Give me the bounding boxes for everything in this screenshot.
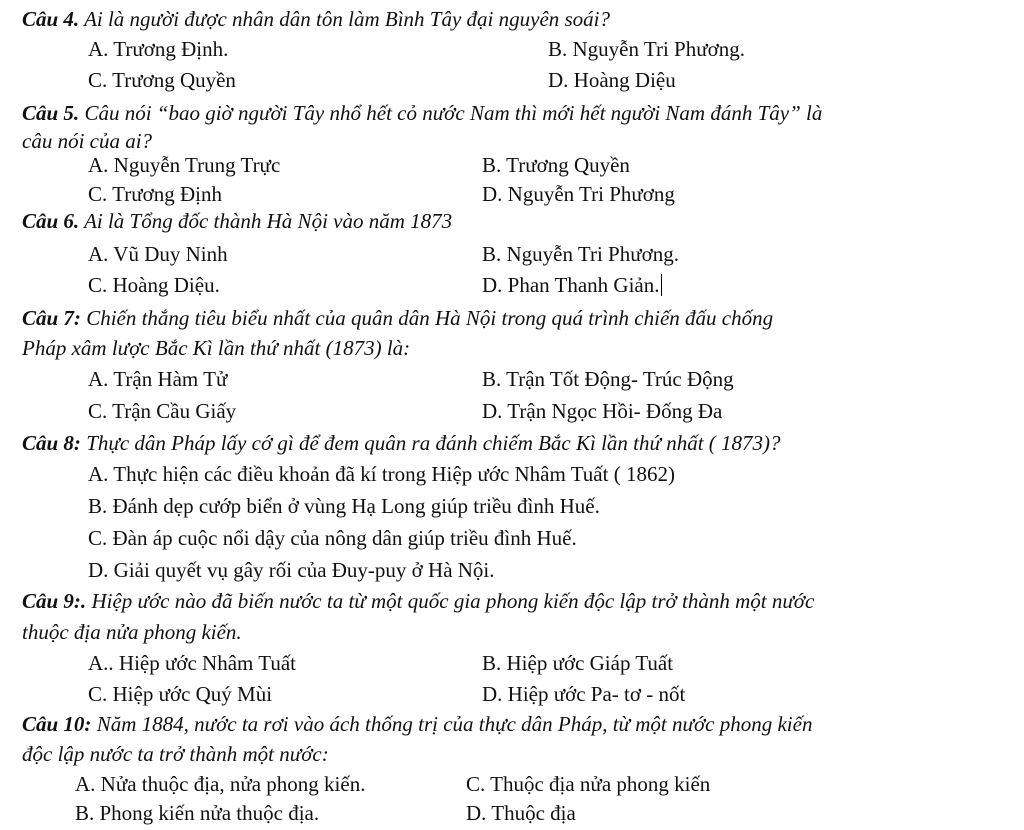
question-9-text: Hiệp ước nào đã biến nước ta từ một quốc gia phong kiến độc lập trở thành một nước <box>91 589 815 613</box>
q6-option-d-text: D. Phan Thanh Giản. <box>482 273 660 297</box>
q4-option-b: B. Nguyễn Tri Phương. <box>548 37 745 61</box>
question-4 <box>22 4 1007 34</box>
q4-option-a: A. Trương Định. <box>88 37 229 61</box>
question-7 <box>22 303 1007 333</box>
question-10 <box>22 709 1007 739</box>
question-4-number: Câu 4. <box>22 7 80 31</box>
q9-option-b: B. Hiệp ước Giáp Tuất <box>482 651 674 675</box>
q10-option-b: B. Phong kiến nửa thuộc địa. <box>75 801 320 825</box>
q6-option-a: A. Vũ Duy Ninh <box>88 242 228 266</box>
q10-option-c: C. Thuộc địa nửa phong kiến <box>466 772 711 796</box>
question-6-number: Câu 6. <box>22 209 80 233</box>
question-10-number: Câu 10: <box>22 712 92 736</box>
question-6 <box>22 206 1007 236</box>
question-10-line2: độc lập nước ta trở thành một nước: <box>22 742 329 766</box>
q7-option-d: D. Trận Ngọc Hồi- Đống Đa <box>482 399 723 423</box>
question-5 <box>22 98 1007 128</box>
q9-option-c: C. Hiệp ước Quý Mùi <box>88 682 273 706</box>
q9-option-a: A.. Hiệp ước Nhâm Tuất <box>88 651 296 675</box>
q5-option-b: B. Trương Quyền <box>482 153 630 177</box>
question-5-line2: câu nói của ai? <box>22 129 153 153</box>
question-6-text: Ai là Tổng đốc thành Hà Nội vào năm 1873 <box>84 209 453 233</box>
q8-option-d: D. Giải quyết vụ gây rối của Đuy-puy ở Hà Nội. <box>88 558 495 582</box>
q5-option-d: D. Nguyễn Tri Phương <box>482 182 675 206</box>
question-8-text: Thực dân Pháp lấy cớ gì để đem quân ra đánh chiếm Bắc Kì lần thứ nhất ( 1873)? <box>86 431 781 455</box>
question-8-number: Câu 8: <box>22 431 81 455</box>
q10-option-d: D. Thuộc địa <box>466 801 576 825</box>
q4-option-c: C. Trương Quyền <box>88 68 236 92</box>
q5-option-c: C. Trương Định <box>88 182 222 206</box>
q7-option-b: B. Trận Tốt Động- Trúc Động <box>482 367 734 391</box>
question-8 <box>22 428 1007 458</box>
q10-option-a: A. Nửa thuộc địa, nửa phong kiến. <box>75 772 366 796</box>
q5-option-a: A. Nguyễn Trung Trực <box>88 153 281 177</box>
question-7-line2: Pháp xâm lược Bắc Kì lần thứ nhất (1873) là: <box>22 336 411 360</box>
q6-option-d <box>482 271 662 299</box>
q6-option-c: C. Hoàng Diệu. <box>88 273 220 297</box>
q8-option-b: B. Đánh dẹp cướp biển ở vùng Hạ Long giúp triều đình Huế. <box>88 494 600 518</box>
q7-option-c: C. Trận Cầu Giấy <box>88 399 237 423</box>
q4-option-d: D. Hoàng Diệu <box>548 68 676 92</box>
question-5-number: Câu 5. <box>22 101 80 125</box>
question-9 <box>22 586 1007 616</box>
question-7-number: Câu 7: <box>22 306 81 330</box>
q9-option-d: D. Hiệp ước Pa- tơ - nốt <box>482 682 686 706</box>
question-9-number: Câu 9:. <box>22 589 87 613</box>
question-5-text: Câu nói “bao giờ người Tây nhổ hết cỏ nước Nam thì mới hết người Nam đánh Tây” là <box>84 101 823 125</box>
q8-option-a: A. Thực hiện các điều khoản đã kí trong Hiệp ước Nhâm Tuất ( 1862) <box>88 462 675 486</box>
q7-option-a: A. Trận Hàm Tử <box>88 367 228 391</box>
question-4-text: Ai là người được nhân dân tôn làm Bình Tây đại nguyên soái? <box>84 7 611 31</box>
text-cursor <box>661 274 662 296</box>
question-10-text: Năm 1884, nước ta rơi vào ách thống trị của thực dân Pháp, từ một nước phong kiến <box>96 712 813 736</box>
q8-option-c: C. Đàn áp cuộc nổi dậy của nông dân giúp triều đình Huế. <box>88 526 577 550</box>
question-9-line2: thuộc địa nửa phong kiến. <box>22 620 242 644</box>
question-7-text: Chiến thắng tiêu biểu nhất của quân dân Hà Nội trong quá trình chiến đấu chống <box>86 306 774 330</box>
q6-option-b: B. Nguyễn Tri Phương. <box>482 242 679 266</box>
